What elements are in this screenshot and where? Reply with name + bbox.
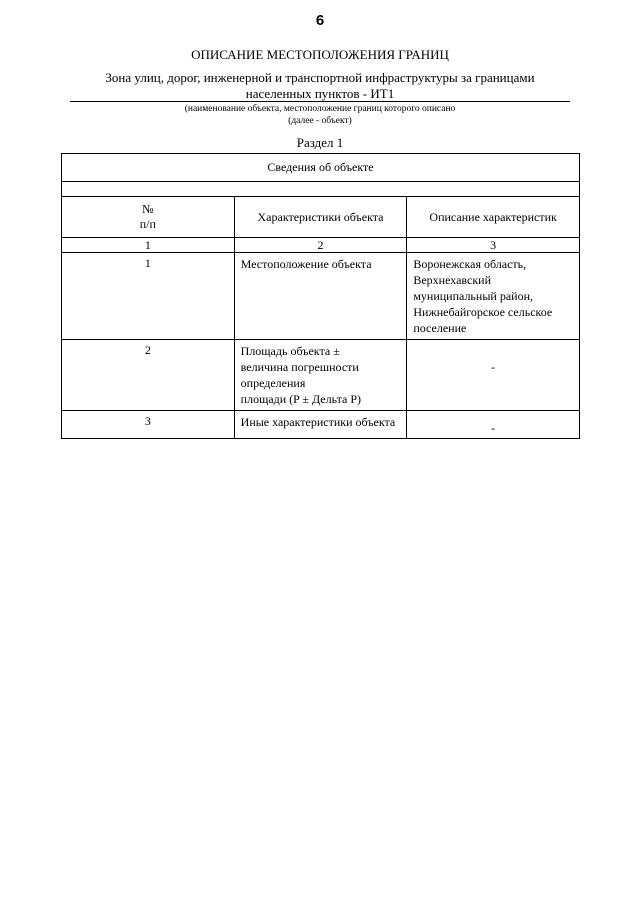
row-value: - [491,360,496,374]
row-name: Местоположение объекта [240,257,372,271]
table-title: Сведения об объекте [62,154,580,182]
object-caption [70,103,570,127]
object-name [70,70,570,102]
table-empty-row [62,182,580,197]
table-row [62,253,580,340]
header-num [62,197,235,238]
row-name-cell [234,340,407,411]
row-number-cell [62,411,235,439]
row-value-cell [407,253,580,340]
row-number-cell [62,340,235,411]
row-number: 2 [144,343,151,357]
row-value: Воронежская область, Верхнехавский муниципальный район, Нижнебайгорское сельское поселение [413,257,553,335]
object-name-underline [70,101,570,102]
row-value-cell [407,340,580,411]
table-row [62,340,580,411]
header-num-line-2: п/п [139,217,156,231]
column-number-1: 1 [62,238,235,253]
row-number: 1 [144,256,151,270]
row-name-line-1: Площадь объекта ± [240,344,340,358]
column-number-2: 2 [234,238,407,253]
page-number: 6 [315,12,325,29]
row-name: Иные характеристики объекта [240,415,396,429]
header-characteristics: Характеристики объекта [234,197,407,238]
row-name-cell [234,411,407,439]
document-title: ОПИСАНИЕ МЕСТОПОЛОЖЕНИЯ ГРАНИЦ [191,47,449,62]
row-value: - [491,421,496,435]
object-name-line-1: Зона улиц, дорог, инженерной и транспортной инфраструктуры за границами [105,70,535,85]
column-number-3: 3 [407,238,580,253]
object-name-line-2: населенных пунктов - ИТ1 [245,86,395,101]
object-info-table [61,153,580,439]
table-row [62,411,580,439]
section-title: Раздел 1 [296,135,344,150]
row-number: 3 [144,414,151,428]
row-value-cell [407,411,580,439]
header-description: Описание характеристик [407,197,580,238]
row-number-cell [62,253,235,340]
row-name-line-3: площади (P ± Дельта P) [240,392,362,406]
row-name [235,340,407,410]
caption-line-1: (наименование объекта, местоположение границ которого описано [184,104,456,114]
row-name-line-2: величина погрешности определения [240,360,359,390]
caption-line-2: (далее - объект) [288,116,352,126]
header-num-line-1: № [142,202,154,216]
row-name-cell [234,253,407,340]
